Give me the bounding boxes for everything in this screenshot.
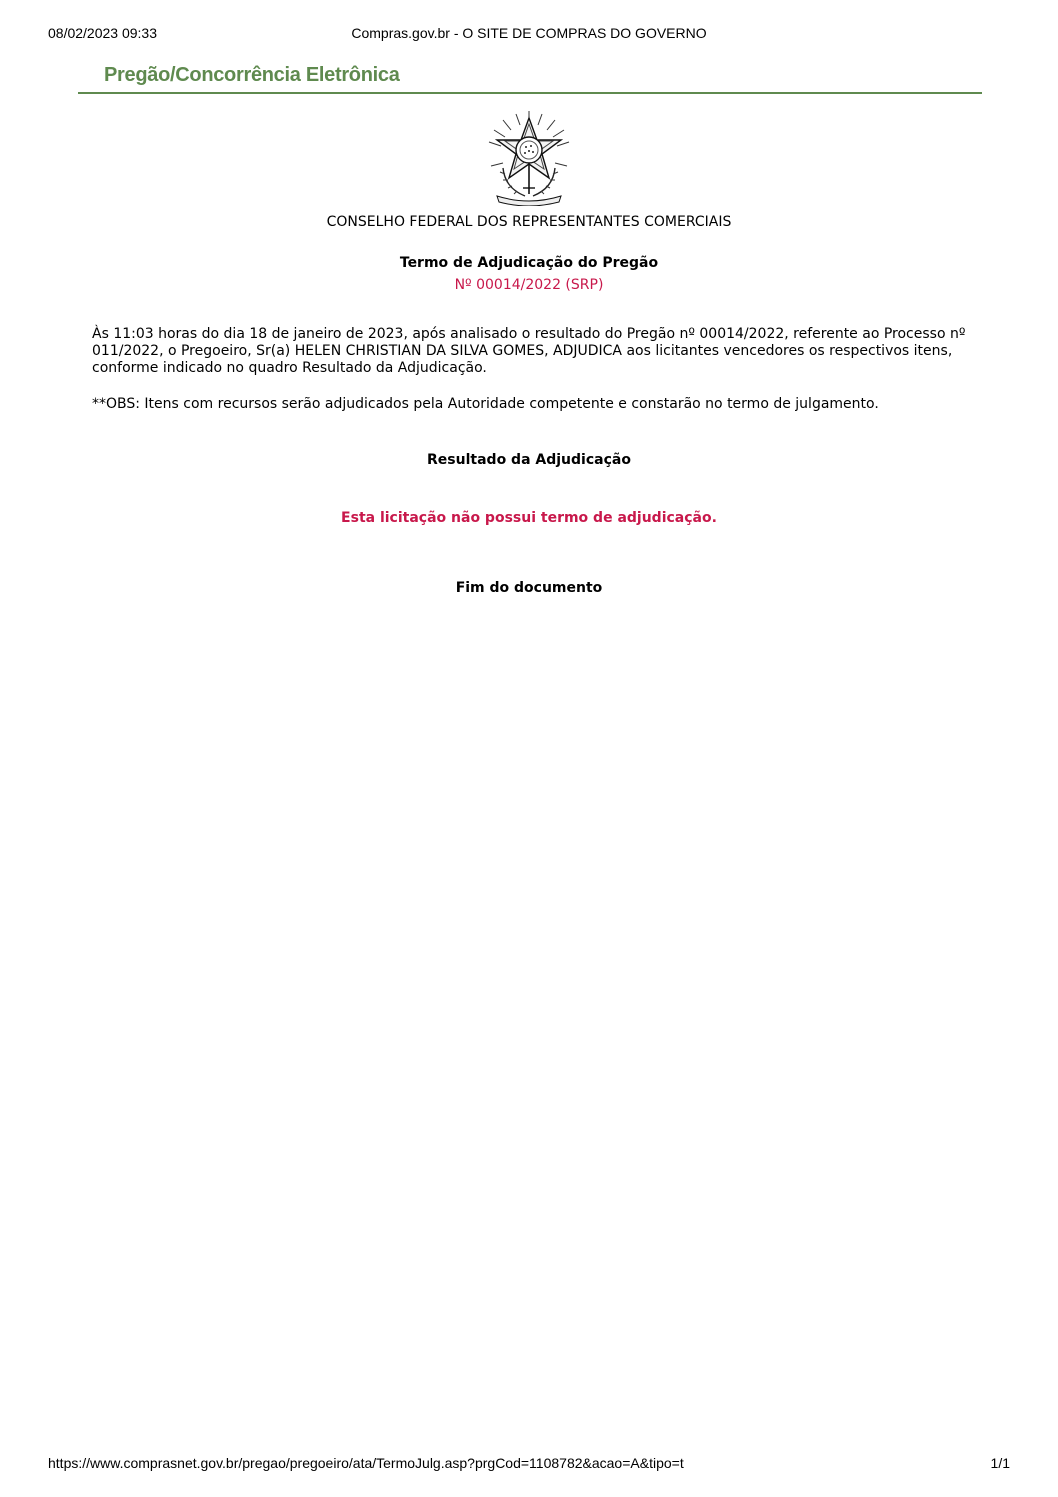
print-datetime: 08/02/2023 09:33 xyxy=(48,25,157,41)
brazil-coat-of-arms-icon xyxy=(483,108,575,206)
page-title: Pregão/Concorrência Eletrônica xyxy=(104,64,400,86)
document-title: Termo de Adjudicação do Pregão xyxy=(399,255,659,271)
result-heading: Resultado da Adjudicação xyxy=(427,452,631,468)
organization-name: CONSELHO FEDERAL DOS REPRESENTANTES COMERCIAIS xyxy=(326,214,732,230)
document-number: Nº 00014/2022 (SRP) xyxy=(454,277,604,293)
print-page-title: Compras.gov.br - O SITE DE COMPRAS DO GOVERNO xyxy=(351,25,707,41)
page-number: 1/1 xyxy=(990,1455,1010,1471)
end-of-document: Fim do documento xyxy=(455,580,603,596)
adjudication-paragraph: Às 11:03 horas do dia 18 de janeiro de 2023, após analisado o resultado do Pregão nº 00014/2022, referente ao Processo nº 011/2022, o Pregoeiro, Sr(a) HELEN CHRISTIAN DA SILVA GOMES, ADJUDICA aos licitantes vencedores os respectivos itens, conforme indicado no quadro Resultado da Adjudicação. xyxy=(92,326,966,376)
print-footer-url: https://www.comprasnet.gov.br/pregao/pregoeiro/ata/TermoJulg.asp?prgCod=1108782&acao=A&tipo=t xyxy=(48,1455,684,1471)
title-divider xyxy=(78,92,982,94)
no-adjudication-message: Esta licitação não possui termo de adjudicação. xyxy=(341,510,717,526)
observation-note: **OBS: Itens com recursos serão adjudicados pela Autoridade competente e constarão no termo de julgamento. xyxy=(92,396,879,412)
